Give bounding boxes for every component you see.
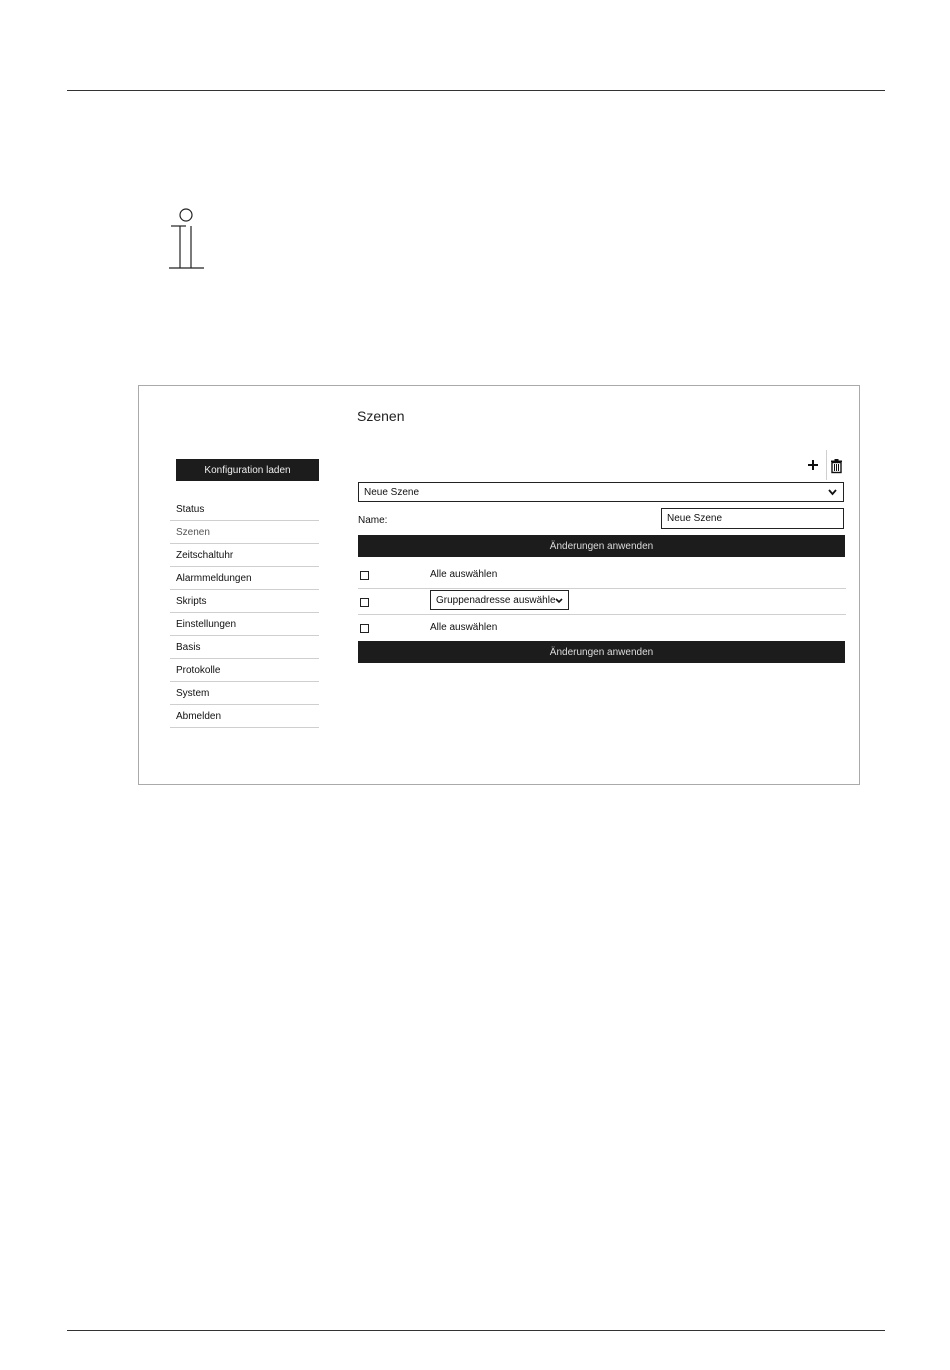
scene-select[interactable] (358, 482, 844, 502)
name-label: Name: (358, 515, 388, 526)
sidebar-item-szenen[interactable]: Szenen (170, 522, 319, 544)
select-all-label: Alle auswählen (430, 622, 498, 633)
plus-icon[interactable] (807, 458, 819, 472)
info-icon (168, 206, 206, 272)
list-item (358, 562, 846, 589)
select-all-checkbox[interactable] (360, 624, 369, 633)
page-title: Szenen (357, 408, 405, 424)
apply-changes-button[interactable]: Änderungen anwenden (358, 535, 845, 557)
group-address-select[interactable] (430, 590, 569, 610)
scene-select-value: Neue Szene (364, 486, 420, 498)
select-all-label: Alle auswählen (430, 569, 498, 580)
trash-icon[interactable] (831, 459, 842, 473)
chevron-down-icon (828, 487, 837, 497)
scene-name-input[interactable]: Neue Szene (661, 508, 844, 529)
list-item (358, 614, 846, 640)
sidebar-item-system[interactable]: System (170, 683, 319, 705)
sidebar-item-abmelden[interactable]: Abmelden (170, 706, 319, 728)
footer-rule (67, 1330, 885, 1331)
sidebar-item-alarmmeldungen[interactable]: Alarmmeldungen (170, 568, 319, 590)
select-all-checkbox[interactable] (360, 571, 369, 580)
sidebar-item-basis[interactable]: Basis (170, 637, 319, 659)
sidebar-item-zeitschaltuhr[interactable]: Zeitschaltuhr (170, 545, 319, 567)
toolbar-divider (826, 450, 827, 480)
sidebar-item-status[interactable]: Status (170, 499, 319, 521)
group-address-select-value: Gruppenadresse auswählen (436, 594, 562, 606)
sidebar-item-skripts[interactable]: Skripts (170, 591, 319, 613)
row-checkbox[interactable] (360, 598, 369, 607)
list-item (358, 588, 846, 615)
sidebar-item-einstellungen[interactable]: Einstellungen (170, 614, 319, 636)
sidebar-nav (170, 499, 319, 729)
header-rule (67, 90, 885, 91)
apply-changes-button[interactable]: Änderungen anwenden (358, 641, 845, 663)
screenshot-frame (138, 385, 860, 785)
load-configuration-button[interactable]: Konfiguration laden (176, 459, 319, 481)
sidebar-item-protokolle[interactable]: Protokolle (170, 660, 319, 682)
chevron-down-icon (555, 596, 563, 605)
